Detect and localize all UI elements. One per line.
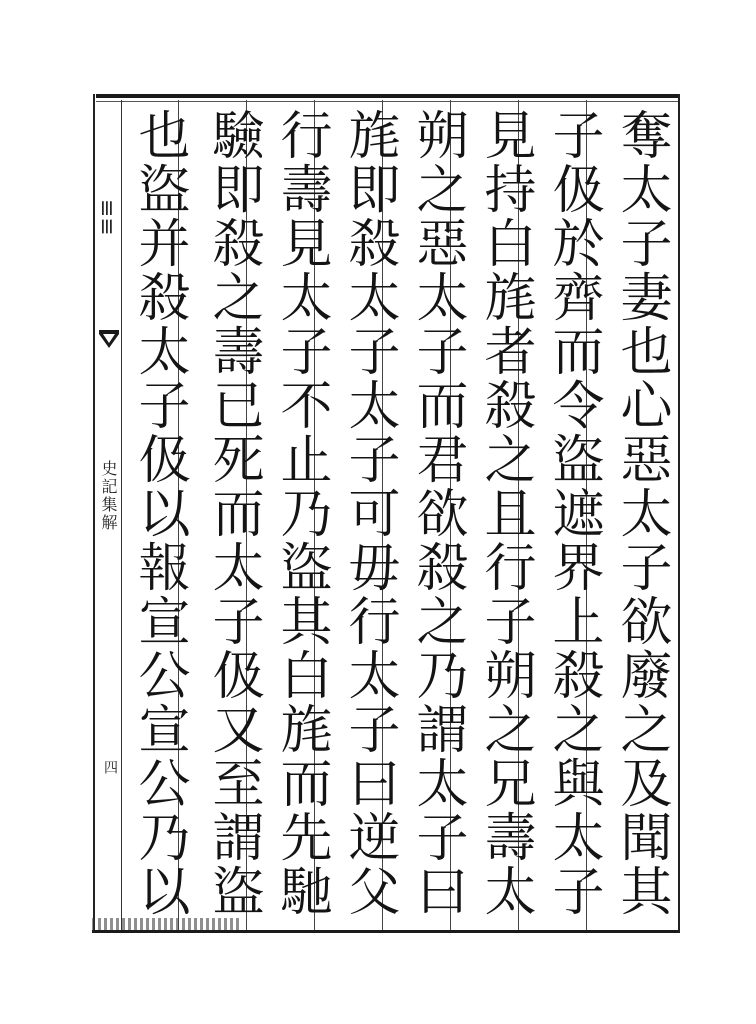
text-column-7: 驗即殺之壽已死而太子伋又至謂盜 xyxy=(203,108,263,918)
text-column-6: 行壽見太子不止乃盜其白旄而先馳 xyxy=(271,108,331,918)
fold-margin-mark: ≡≡ xyxy=(94,198,119,236)
text-column-8: 也盜并殺太子伋以報宣公宣公乃以 xyxy=(129,108,189,918)
text-column-2: 子伋於齊而令盜遮界上殺之與太子 xyxy=(543,108,603,918)
fish-tail-icon xyxy=(98,328,120,350)
frame-right-border xyxy=(678,94,680,932)
text-column-3: 見持白旄者殺之且行子朔之兄壽太 xyxy=(475,108,535,918)
frame-top-border xyxy=(96,94,680,98)
frame-top-inner-border xyxy=(96,101,680,102)
page-number: 四 xyxy=(102,760,118,774)
text-column-5: 旄即殺太子太子可毋行太子曰逆父 xyxy=(339,108,399,918)
text-column-4: 朔之惡太子而君欲殺之乃謂太子曰 xyxy=(407,108,467,918)
text-column-1: 奪太子妻也心惡太子欲廢之及聞其 xyxy=(611,108,671,918)
fold-margin-title: 史記集解 xyxy=(99,460,118,532)
frame-bottom-border xyxy=(92,930,680,933)
